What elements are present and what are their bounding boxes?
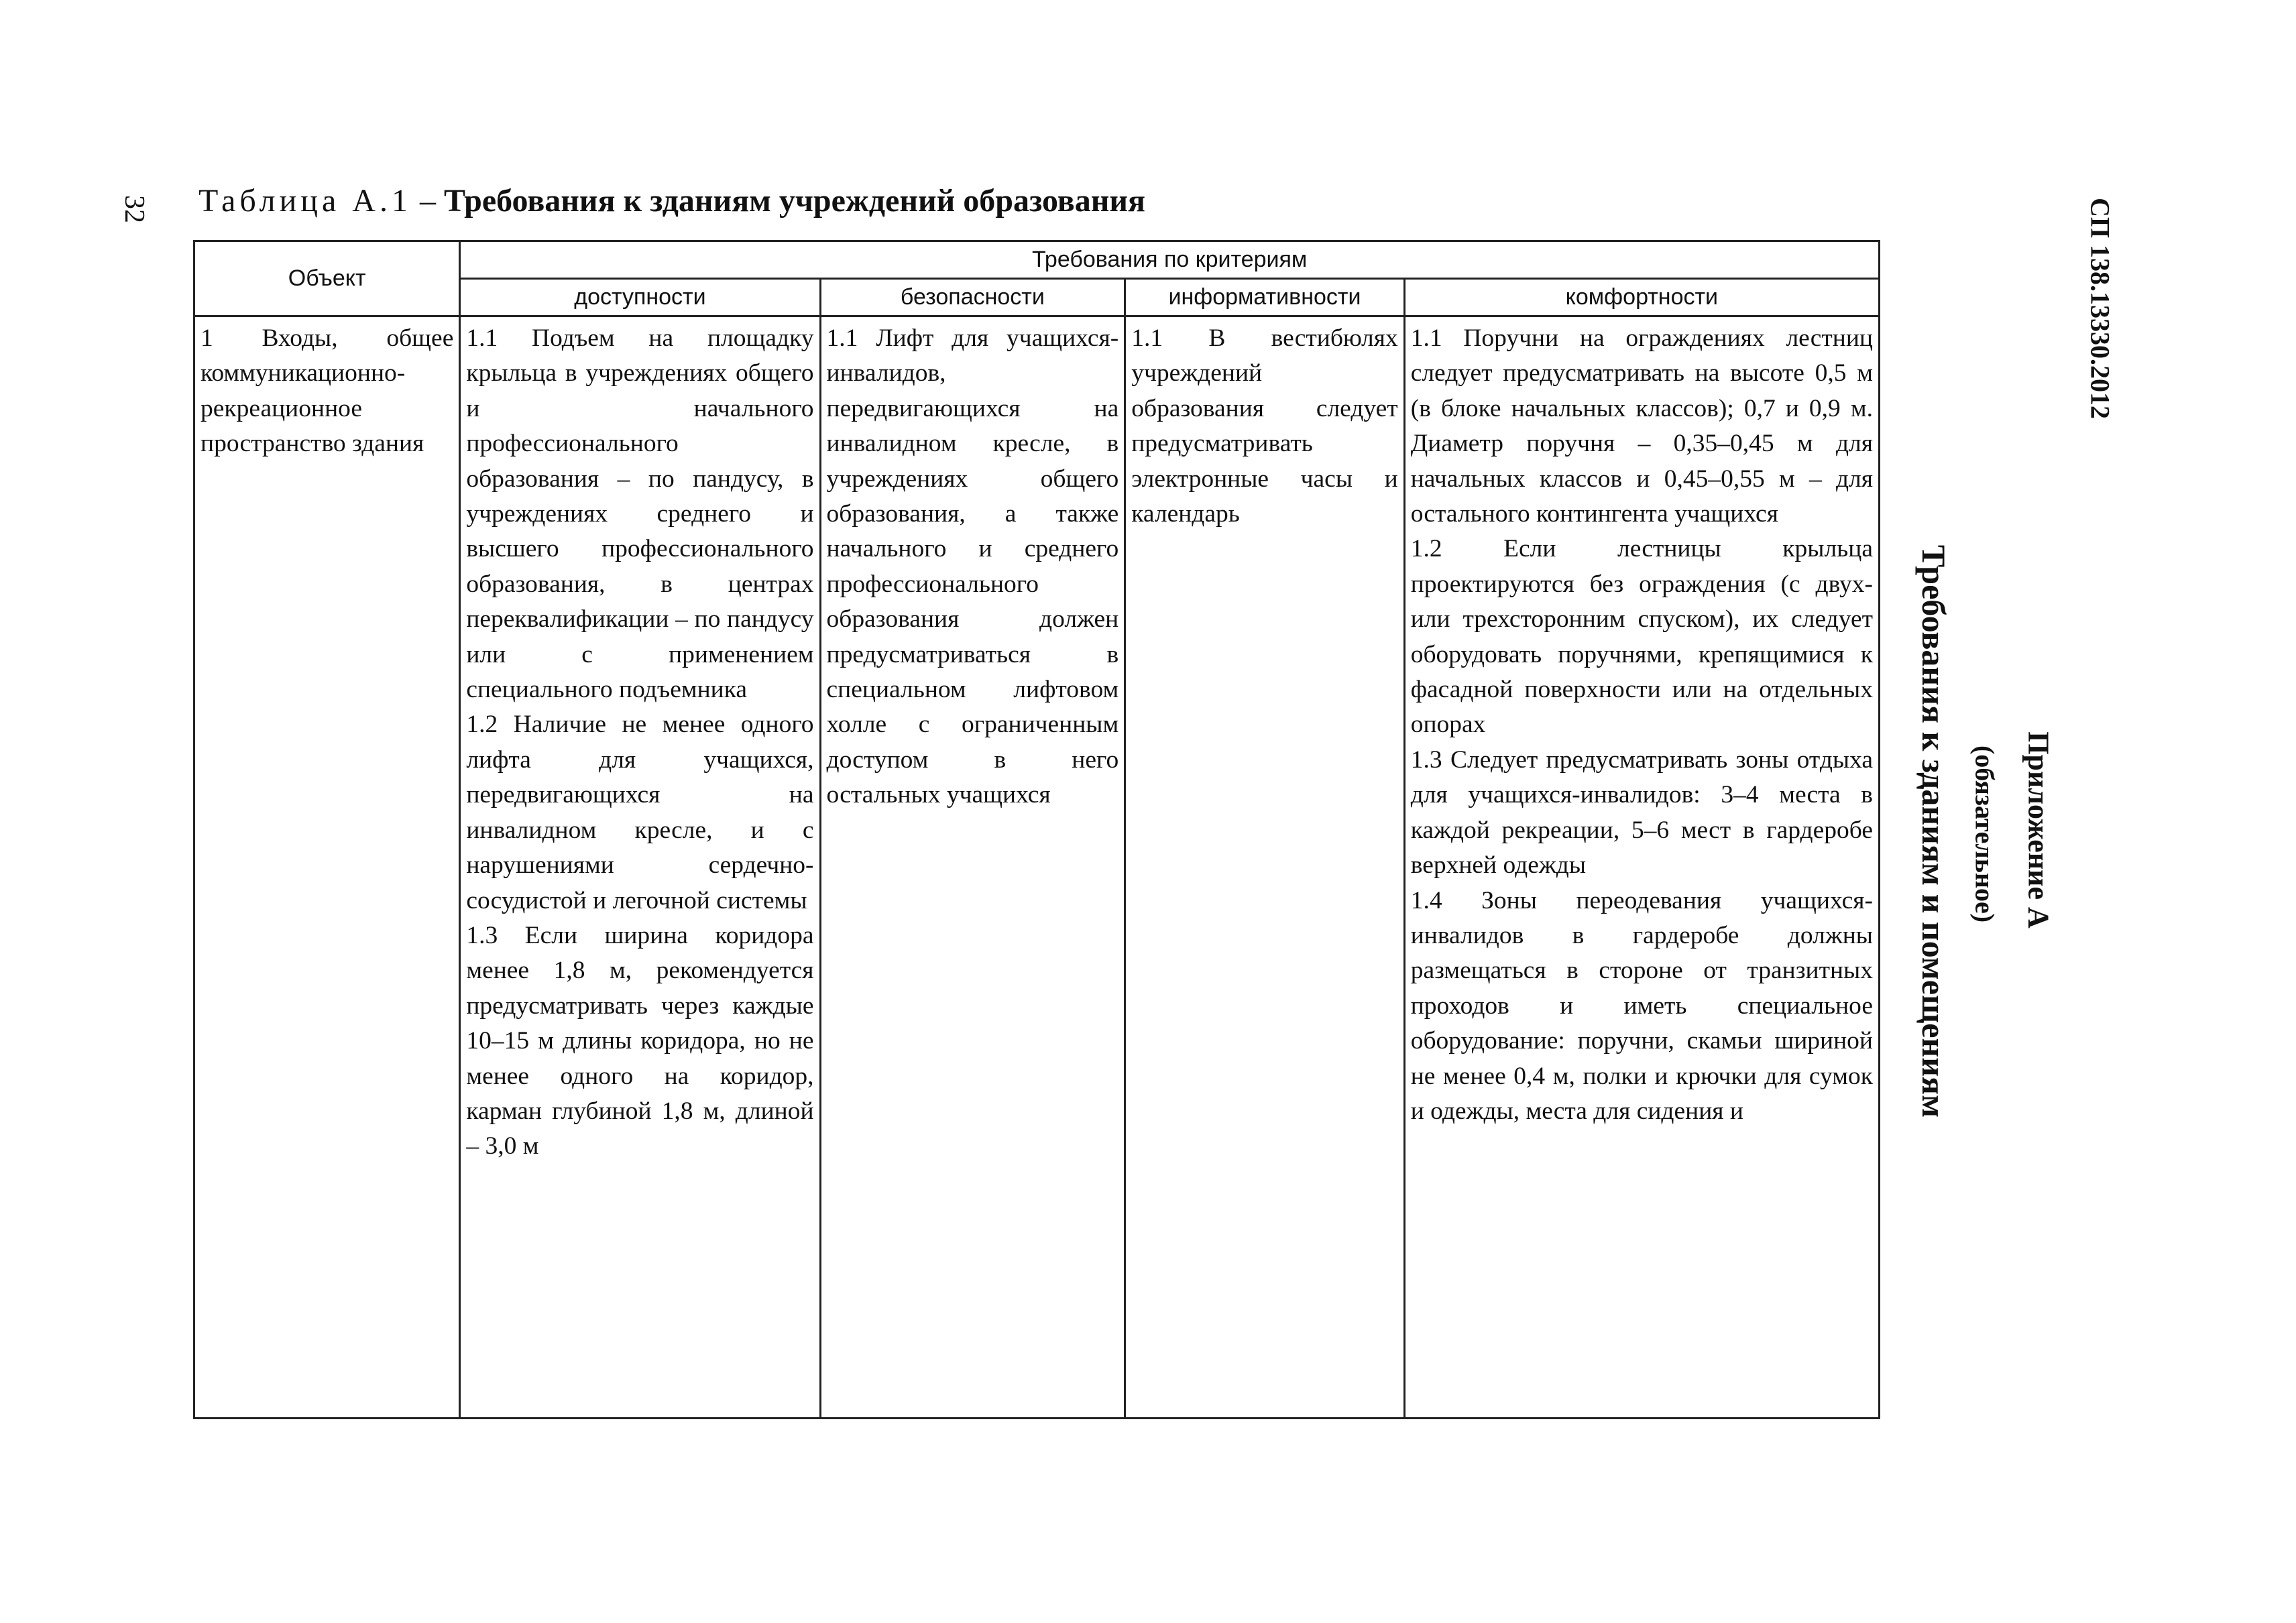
header-information: информативности [1125,279,1404,316]
caption-title: Требования к зданиям учреждений образования [443,183,1145,219]
cell-object [194,316,460,1419]
cell-comfort-text [1411,321,1873,1129]
cell-safety [820,316,1125,1419]
cell-comfort [1404,316,1879,1419]
paragraph: 1.3 Если ширина коридора менее 1,8 м, рекомендуется предусматривать через каждые 10–15 м длины коридора, но не менее одного на коридор, карман глубиной 1,8 м, длиной – 3,0 м [466,921,814,1160]
paragraph: 1.1 Подъем на площадку крыльца в учреждениях общего и начального профессионального образования – по пандусу, в учреждениях среднего и высшего профессионального образования, в центрах переквалификации – по пандусу или с применением специального подъемника [466,324,814,704]
cell-safety-text [827,321,1119,813]
paragraph: 1.3 Следует предусматривать зоны отдыха для учащихся-инвалидов: 3–4 места в каждой рекреации, 5–6 мест в гардеробе верхней одежды [1410,745,1873,880]
paragraph: 1.2 Если лестницы крыльца проектируются без ограждения (с двух- или трехсторонним спуском), их следует оборудовать поручнями, крепящимися к фасадной поверхности или на отдельных опорах [1410,535,1873,739]
appendix-title: Приложение А [2022,731,2055,928]
paragraph: 1.1 В вестибюлях учреждений образования следует предусматривать электронные часы и календарь [1131,324,1398,528]
paragraph: 1.1 Лифт для учащихся-инвалидов, передвигающихся на инвалидном кресле, в учреждениях общего образования, а также начального и среднего профессионального образования должен предусматриваться в специальном лифтовом холле с ограниченным доступом в него остальных учащихся [826,324,1119,809]
header-safety: безопасности [820,279,1125,316]
paragraph: 1 Входы, общее коммуникационно-рекреационное пространство здания [200,324,454,458]
header-object: Объект [194,241,460,316]
header-comfort: комфортности [1404,279,1879,316]
cell-accessibility-text [466,321,813,1164]
paragraph: 1.1 Поручни на ограждениях лестниц следует предусматривать на высоте 0,5 м (в блоке начальных классов); 0,7 и 0,9 м. Диаметр поручня – 0,35–0,45 м для начальных классов и 0,45–0,55 м – для остального контингента учащихся [1410,324,1873,528]
table-row [194,316,1880,1419]
document-code: СП 138.13330.2012 [2085,198,2116,419]
caption-label: Таблица А.1 [198,183,412,219]
paragraph: 1.4 Зоны переодевания учащихся-инвалидов в гардеробе должны размещаться в стороне от транзитных проходов и иметь специальное оборудование: поручни, скамьи шириной не менее 0,4 м, полки и крючки для сумок и одежды, места для сидения и [1410,886,1873,1125]
table-caption [198,182,1145,219]
paragraph: 1.2 Наличие не менее одного лифта для учащихся, передвигающихся на инвалидном кресле, и с нарушениями сердечно-сосудистой и легочной системы [466,711,814,914]
requirements-table [193,240,1880,1419]
appendix-status: (обязательное) [1969,745,2000,923]
caption-separator: – [411,183,444,219]
cell-accessibility [460,316,820,1419]
cell-information [1125,316,1404,1419]
header-accessibility: доступности [460,279,820,316]
header-criteria: Требования по критериям [460,241,1880,279]
appendix-heading: Требования к зданиям и помещениям [1915,544,1953,1118]
page-number: 32 [119,195,150,223]
cell-information-text [1131,321,1397,532]
cell-object-text [200,321,453,462]
